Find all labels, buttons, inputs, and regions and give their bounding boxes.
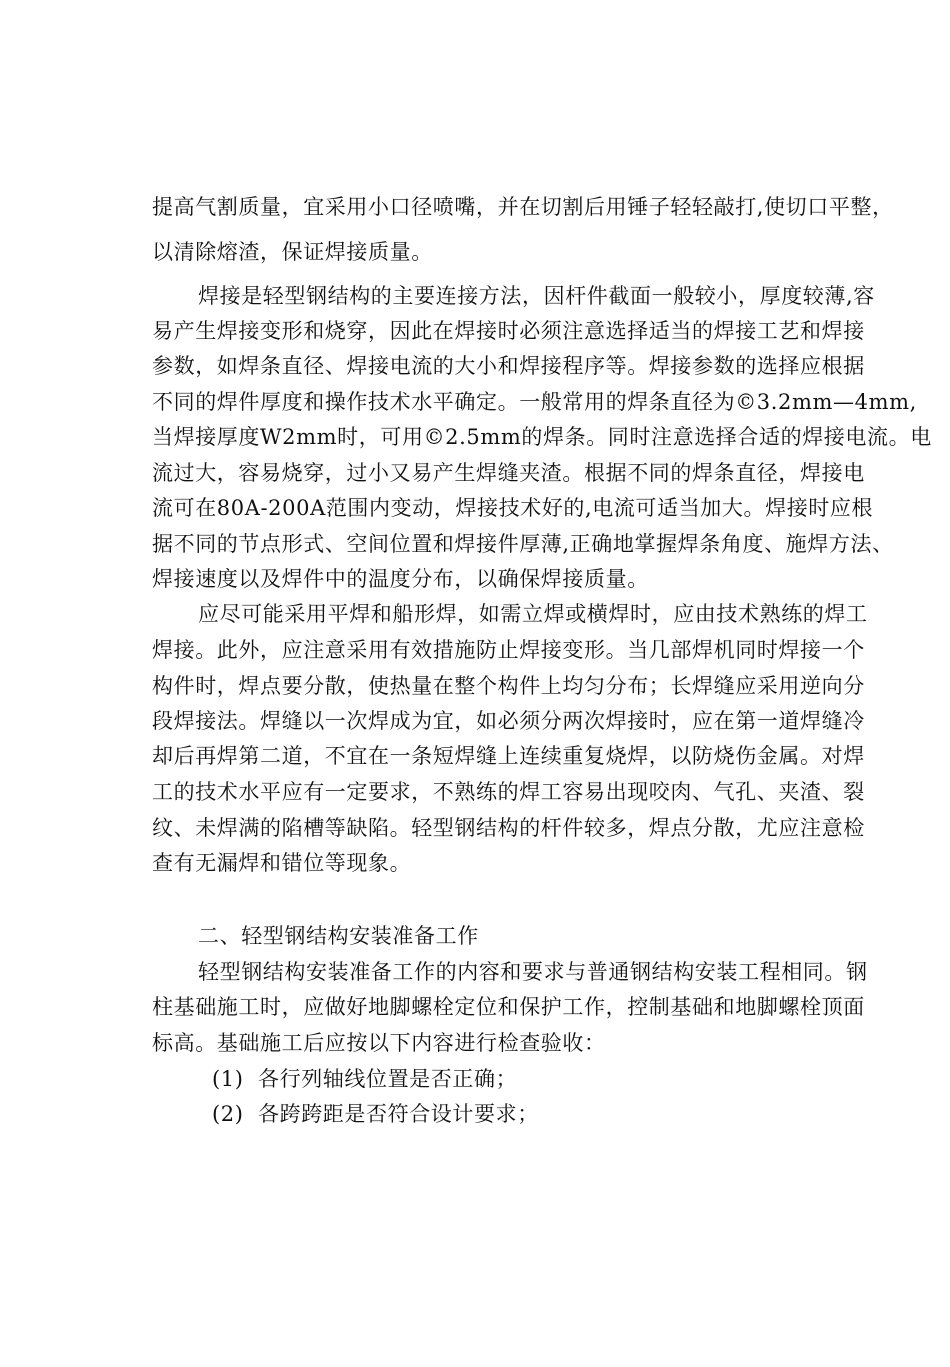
list-item <box>212 1096 539 1132</box>
list-item-text: 各跨跨距是否符合设计要求； <box>258 1102 539 1126</box>
text-line: 焊接速度以及焊件中的温度分布，以确保焊接质量。 <box>152 567 649 591</box>
list-item-number: (2) <box>212 1102 244 1126</box>
section-heading: 二、轻型钢结构安装准备工作 <box>198 924 479 948</box>
text-line: 参数，如焊条直径、焊接电流的大小和焊接程序等。焊接参数的选择应根据 <box>152 354 865 378</box>
text-line: 查有无漏焊和错位等现象。 <box>152 851 412 875</box>
text-line: 构件时，焊点要分散，使热量在整个构件上均匀分布；长焊缝应采用逆向分 <box>152 674 865 698</box>
text-line: 却后再焊第二道，不宜在一条短焊缝上连续重复烧焊，以防烧伤金属。对焊 <box>152 744 865 768</box>
list-item-number: (1) <box>212 1067 244 1091</box>
text-line: 标高。基础施工后应按以下内容进行检查验收： <box>152 1031 606 1055</box>
text-line: 提高气割质量，宜采用小口径喷嘴，并在切割后用锤子轻轻敲打,使切口平整， <box>152 195 894 219</box>
text-line: 不同的焊件厚度和操作技术水平确定。一般常用的焊条直径为©3.2mm—4mm, <box>152 390 917 414</box>
text-line: 据不同的节点形式、空间位置和焊接件厚薄,正确地掌握焊条角度、施焊方法、 <box>152 532 894 556</box>
paragraph-first-line: 焊接是轻型钢结构的主要连接方法，因杆件截面一般较小，厚度较薄,容 <box>198 284 875 308</box>
list-item-text: 各行列轴线位置是否正确； <box>258 1067 518 1091</box>
text-line: 焊接。此外，应注意采用有效措施防止焊接变形。当几部焊机同时焊接一个 <box>152 638 865 662</box>
text-line: 当焊接厚度W2mm时，可用©2.5mm的焊条。同时注意选择合适的焊接电流。电 <box>152 425 932 449</box>
list-item <box>212 1061 517 1097</box>
text-line: 易产生焊接变形和烧穿，因此在焊接时必须注意选择适当的焊接工艺和焊接 <box>152 319 865 343</box>
text-line: 工的技术水平应有一定要求，不熟练的焊工容易出现咬肉、气孔、夹渣、裂 <box>152 780 865 804</box>
text-line: 柱基础施工时，应做好地脚螺栓定位和保护工作，控制基础和地脚螺栓顶面 <box>152 995 865 1019</box>
text-line: 纹、未焊满的陷槽等缺陷。轻型钢结构的杆件较多，焊点分散，尤应注意检 <box>152 816 865 840</box>
text-line: 段焊接法。焊缝以一次焊成为宜，如必须分两次焊接时，应在第一道焊缝冷 <box>152 709 865 733</box>
paragraph-first-line: 轻型钢结构安装准备工作的内容和要求与普通钢结构安装工程相同。钢 <box>198 960 868 984</box>
text-line: 流可在80A-200A范围内变动，焊接技术好的,电流可适当加大。焊接时应根 <box>152 496 874 520</box>
text-line: 以清除熔渣，保证焊接质量。 <box>152 240 433 264</box>
text-line: 流过大，容易烧穿，过小又易产生焊缝夹渣。根据不同的焊条直径，焊接电 <box>152 461 865 485</box>
paragraph-first-line: 应尽可能采用平焊和船形焊，如需立焊或横焊时，应由技术熟练的焊工 <box>198 602 868 626</box>
